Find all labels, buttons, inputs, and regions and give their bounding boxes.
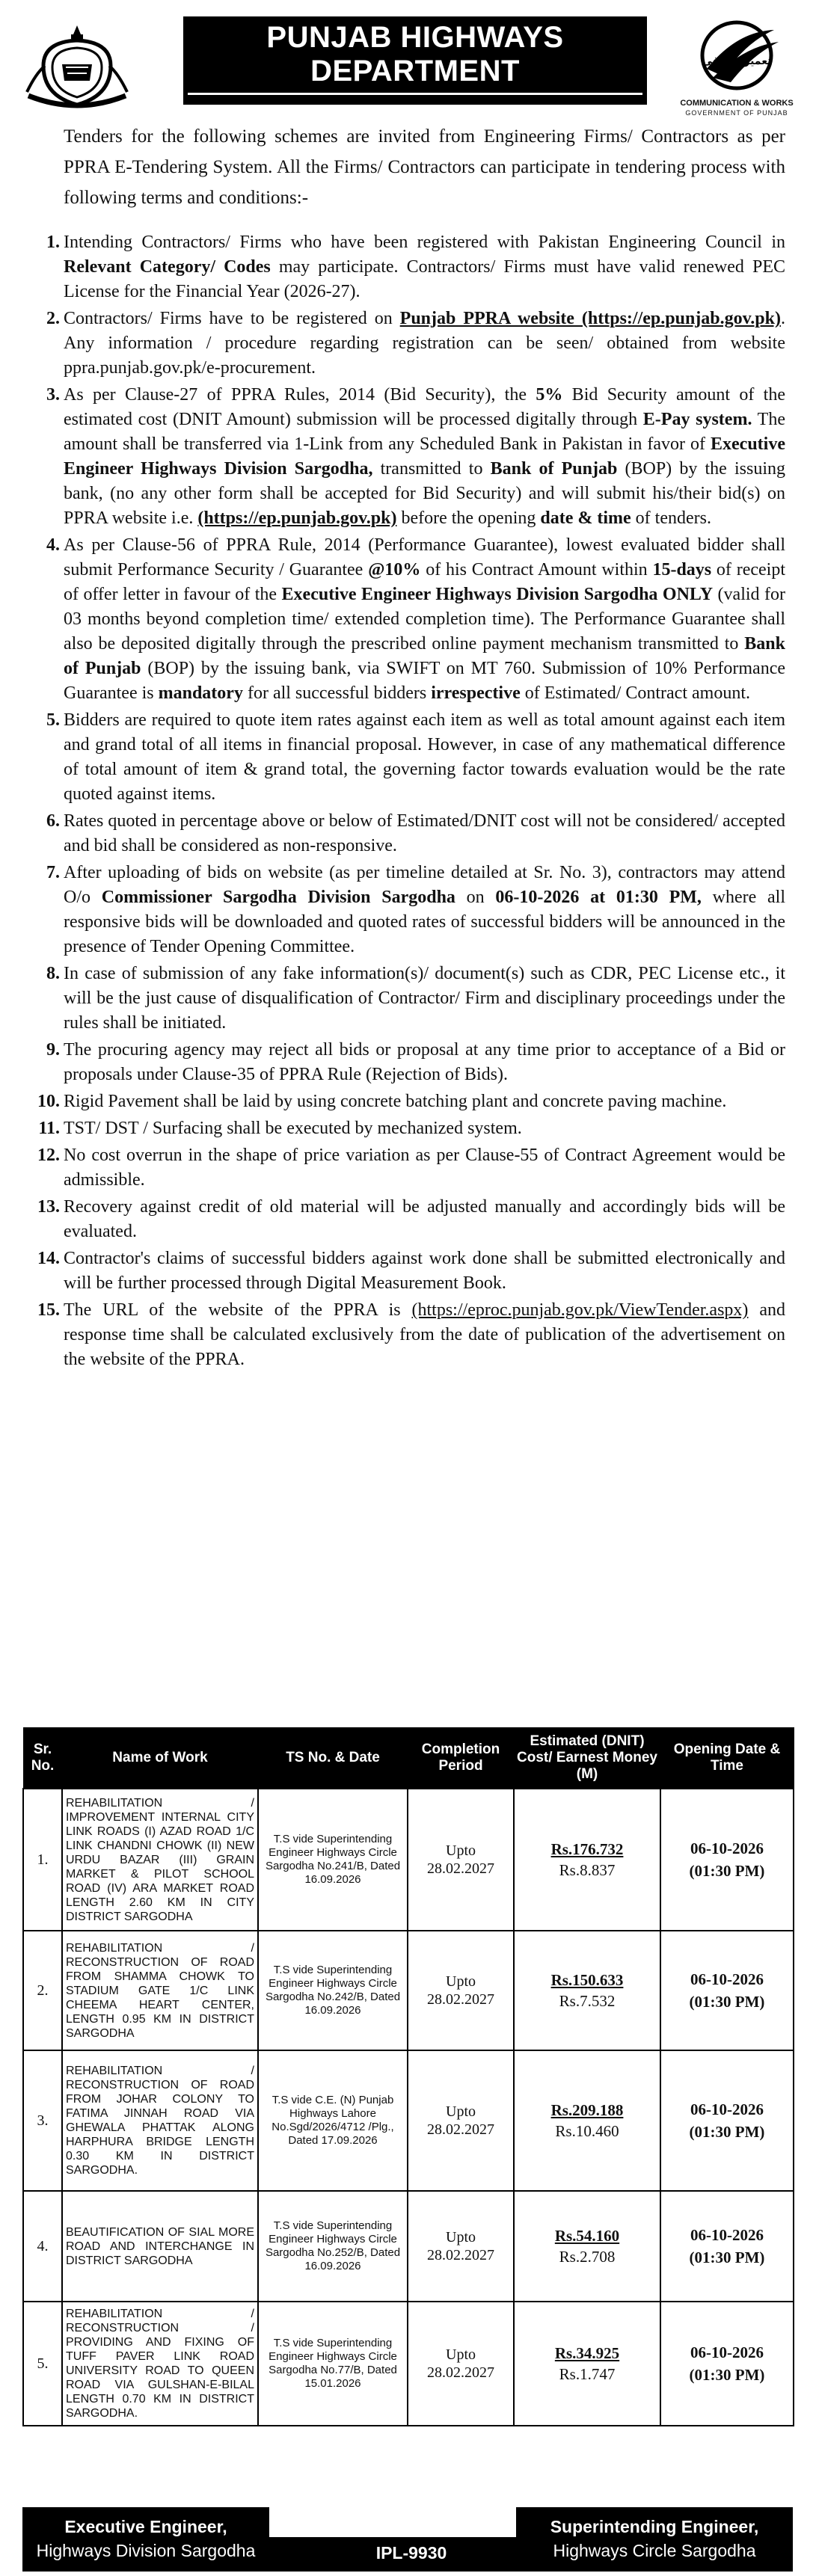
work-cell: REHABILITATION / RECONSTRUCTION / PROVIDING AND FIXING OF TUFF PAVER LINK ROAD UNIVERSITY ROAD TO QUEEN ROAD VIA GULSHAN-E-BILAL LENGTH 0.70 KM IN DISTRICT SARGODHA. [62, 2302, 258, 2426]
earnest-money: Rs.10.460 [555, 2122, 619, 2140]
urdu-logo-text: تعمیر و ترقی [702, 55, 772, 67]
list-item [22, 1116, 785, 1141]
item-text: Bank of Punjab [64, 634, 785, 678]
item-number: 1. [46, 233, 60, 252]
list-item [22, 1089, 785, 1114]
notice-title: E-TENDER NOTICE [274, 99, 556, 132]
opening-date: 06-10-2026 [690, 2343, 764, 2361]
item-number: 5. [46, 710, 60, 730]
period-date: 28.02.2027 [427, 2364, 494, 2381]
item-number: 14. [37, 1249, 60, 1268]
item-number: 3. [46, 385, 60, 405]
list-item [22, 861, 785, 959]
item-text: (https://ep.punjab.gov.pk) [197, 508, 397, 528]
item-text: Rates quoted in percentage above or below of Estimated/DNIT cost will not be considered/ accepted and bid shall be considered as non-responsive. [64, 811, 785, 855]
title-divider [188, 93, 642, 95]
item-text: Contractors/ Firms have to be registered on [64, 309, 400, 328]
column-header: TS No. & Date [258, 1728, 408, 1789]
communication-works-logo [677, 16, 797, 117]
sr-cell: 4. [23, 2191, 62, 2302]
item-number: 12. [37, 1146, 60, 1165]
list-item [22, 962, 785, 1036]
title-banner [183, 16, 647, 132]
item-text: 15-days [652, 560, 712, 580]
column-header: Sr. No. [23, 1728, 62, 1789]
opening-time: (01:30 PM) [689, 1862, 765, 1880]
period-cell [408, 1931, 514, 2050]
item-number: 11. [38, 1119, 60, 1138]
estimated-cost: Rs.176.732 [550, 1840, 624, 1858]
opening-cell [660, 2191, 794, 2302]
department-title: PUNJAB HIGHWAYS DEPARTMENT [266, 21, 564, 87]
item-number: 6. [46, 811, 60, 831]
opening-time: (01:30 PM) [689, 2248, 765, 2266]
item-number: 7. [46, 863, 60, 882]
item-text: E-Pay system. [642, 410, 752, 429]
item-text: of his Contract Amount within [420, 560, 653, 580]
road-swoosh-icon [677, 16, 797, 97]
earnest-money: Rs.1.747 [559, 2365, 616, 2383]
estimated-cost: Rs.34.925 [554, 2344, 620, 2362]
list-item [22, 809, 785, 858]
table-row [23, 2191, 794, 2302]
estimated-cost: Rs.209.188 [550, 2101, 624, 2119]
punjab-government-logo-icon [21, 21, 133, 111]
signatory-title: Executive Engineer, [64, 2517, 227, 2536]
list-item [22, 383, 785, 531]
table-row [23, 1931, 794, 2050]
item-text: Executive Engineer Highways Division Sargodha, [64, 434, 785, 479]
earnest-money: Rs.8.837 [559, 1861, 616, 1879]
item-text: mandatory [158, 683, 243, 703]
signatory-title: Superintending Engineer, [550, 2517, 759, 2536]
item-text: 5% [536, 385, 563, 405]
item-text: before the opening [396, 508, 541, 528]
list-item [22, 1195, 785, 1244]
work-cell: BEAUTIFICATION OF SIAL MORE ROAD AND INTERCHANGE IN DISTRICT SARGODHA [62, 2191, 258, 2302]
item-text: (BOP) by the issuing bank, via SWIFT on MT 760. Submission of 10% Performance Guarantee is [64, 659, 786, 703]
item-text: The URL of the website of the PPRA is [64, 1300, 412, 1320]
list-item [22, 307, 785, 381]
item-text: may participate. Contractors/ Firms must have valid renewed PEC License for the Financial Year (2026-27). [64, 257, 785, 301]
period-label: Upto [446, 1842, 476, 1859]
period-date: 28.02.2027 [427, 1860, 494, 1877]
sr-cell: 2. [23, 1931, 62, 2050]
superintending-engineer-signature [516, 2507, 793, 2572]
ts-cell: T.S vide Superintending Engineer Highways Circle Sargodha No.241/B, Dated 16.09.2026 [258, 1789, 408, 1931]
cost-cell [514, 2302, 660, 2426]
list-item [22, 1143, 785, 1193]
footer-bar [22, 2517, 793, 2572]
earnest-money: Rs.2.708 [559, 2248, 616, 2266]
opening-time: (01:30 PM) [689, 2366, 765, 2384]
period-label: Upto [446, 2346, 476, 2363]
item-text: Bank of Punjab [490, 459, 618, 479]
item-text: As per Clause-27 of PPRA Rules, 2014 (Bid Security), the [64, 385, 536, 405]
period-cell [408, 2050, 514, 2191]
item-text: of Estimated/ Contract amount. [520, 683, 750, 703]
period-cell [408, 1789, 514, 1931]
item-text: The amount shall be transferred via 1-Link from any Scheduled Bank in Pakistan in favor of [64, 410, 785, 454]
item-text: In case of submission of any fake information(s)/ document(s) such as CDR, PEC License etc., it will be the just cause of disqualification of Contractor/ Firm and disciplinary proceedings under the rules shall be initiated. [64, 964, 785, 1033]
item-text: Executive Engineer Highways Division Sargodha ONLY [281, 585, 714, 604]
item-text: Commissioner Sargodha Division Sargodha [101, 888, 455, 907]
signatory-office: Highways Circle Sargodha [553, 2541, 756, 2560]
item-text: Bid Security amount of the estimated cost (DNIT Amount) submission will be processed digitally through [64, 385, 785, 429]
item-number: 10. [37, 1092, 60, 1111]
cost-cell [514, 2050, 660, 2191]
ts-cell: T.S vide Superintending Engineer Highways Circle Sargodha No.242/B, Dated 16.09.2026 [258, 1931, 408, 2050]
period-date: 28.02.2027 [427, 2121, 494, 2138]
table-row [23, 2302, 794, 2426]
opening-time: (01:30 PM) [689, 1993, 765, 2011]
item-text: (BOP) by the issuing bank, (no any other form shall be accepted for Bid Security) and will submit his/their bid(s) on PPRA website i.e. [64, 459, 785, 528]
item-number: 13. [37, 1197, 60, 1217]
item-text: Intending Contractors/ Firms who have been registered with Pakistan Engineering Council in [64, 233, 785, 252]
terms-list [22, 230, 785, 1374]
item-text: (https://eproc.punjab.gov.pk/ViewTender.aspx) [411, 1300, 749, 1320]
item-number: 15. [37, 1300, 60, 1320]
period-cell [408, 2302, 514, 2426]
list-item [22, 230, 785, 304]
opening-cell [660, 2050, 794, 2191]
item-text: of receipt of offer letter in favour of the [64, 560, 785, 604]
sr-cell: 1. [23, 1789, 62, 1931]
earnest-money: Rs.7.532 [559, 1992, 616, 2010]
opening-time: (01:30 PM) [689, 2123, 765, 2141]
ipl-number: IPL-9930 [375, 2543, 447, 2563]
opening-date: 06-10-2026 [690, 1970, 764, 1988]
item-text: @10% [368, 560, 421, 580]
ts-cell: T.S vide C.E. (N) Punjab Highways Lahore No.Sgd/2026/4712 /Plg., Dated 17.09.2026 [258, 2050, 408, 2191]
ts-cell: T.S vide Superintending Engineer Highways Circle Sargodha No.252/B, Dated 16.09.2026 [258, 2191, 408, 2302]
period-label: Upto [446, 2229, 476, 2245]
item-text: 06-10-2026 at 01:30 PM, [495, 888, 702, 907]
opening-date: 06-10-2026 [690, 2226, 764, 2244]
ts-cell: T.S vide Superintending Engineer Highways Circle Sargodha No.77/B, Dated 15.01.2026 [258, 2302, 408, 2426]
item-number: 2. [46, 309, 60, 328]
item-text: Relevant Category/ Codes [64, 257, 271, 277]
work-cell: REHABILITATION / RECONSTRUCTION OF ROAD FROM SHAMMA CHOWK TO STADIUM GATE 1/C LINK CHEEMA HEART CENTER, LENGTH 0.95 KM IN DISTRICT SARGODHA [62, 1931, 258, 2050]
opening-date: 06-10-2026 [690, 2100, 764, 2118]
opening-cell [660, 1931, 794, 2050]
item-number: 8. [46, 964, 60, 983]
sr-cell: 5. [23, 2302, 62, 2426]
item-text: As per Clause-56 of PPRA Rule, 2014 (Performance Guarantee), lowest evaluated bidder shall submit Performance Security / Guarantee [64, 535, 785, 580]
period-cell [408, 2191, 514, 2302]
opening-cell [660, 1789, 794, 1931]
list-item [22, 1298, 785, 1372]
item-text: and response time shall be calculated exclusively from the date of publication of the advertisement on the website of the PPRA. [64, 1300, 785, 1369]
logo-caption: COMMUNICATION & WORKS [680, 99, 794, 108]
item-text: on [455, 888, 496, 907]
header [0, 0, 816, 132]
column-header: Estimated (DNIT) Cost/ Earnest Money (M) [514, 1728, 660, 1789]
period-date: 28.02.2027 [427, 1991, 494, 2008]
work-cell: REHABILITATION / IMPROVEMENT INTERNAL CITY LINK ROADS (I) AZAD ROAD 1/C LINK CHANDNI CHOWK (II) NEW URDU BAZAR (III) GRAIN MARKET & PILOT SCHOOL ROAD (IV) ARA MARKET ROAD LENGTH 2.60 KM IN CITY DISTRICT SARGODHA [62, 1789, 258, 1931]
item-text: irrespective [431, 683, 521, 703]
opening-date: 06-10-2026 [690, 1839, 764, 1857]
item-text: After uploading of bids on website (as per timeline detailed at Sr. No. 3), contractors may attend O/o [64, 863, 785, 907]
cost-cell [514, 1931, 660, 2050]
column-header: Completion Period [408, 1728, 514, 1789]
cost-cell [514, 2191, 660, 2302]
item-text: Bidders are required to quote item rates against each item as well as total amount against each item and grand total of all items in financial proposal. However, in case of any mathematical difference of total amount of item & grand total, the governing factor towards evaluation would be the rate quoted against items. [64, 710, 785, 804]
item-text: transmitted to [372, 459, 491, 479]
cost-cell [514, 1789, 660, 1931]
list-item [22, 1246, 785, 1296]
estimated-cost: Rs.54.160 [554, 2227, 620, 2245]
item-text: Rigid Pavement shall be laid by using concrete batching plant and concrete paving machine. [64, 1092, 727, 1111]
table-header-row [23, 1728, 794, 1789]
item-number: 9. [46, 1040, 60, 1060]
item-number: 4. [46, 535, 60, 555]
table-row [23, 2050, 794, 2191]
period-label: Upto [446, 2103, 476, 2120]
item-text: Recovery against credit of old material will be adjusted manually and accordingly bids will be evaluated. [64, 1197, 785, 1241]
period-date: 28.02.2027 [427, 2247, 494, 2263]
opening-cell [660, 2302, 794, 2426]
intro-paragraph: Tenders for the following schemes are invited from Engineering Firms/ Contractors as per PPRA E-Tendering System. All the Firms/ Contractors can participate in tendering process with following terms and conditions:- [64, 126, 785, 208]
item-text: Contractor's claims of successful bidders against work done shall be submitted electronically and will be further processed through Digital Measurement Book. [64, 1249, 785, 1293]
list-item [22, 533, 785, 706]
item-text: TST/ DST / Surfacing shall be executed by mechanized system. [64, 1119, 522, 1138]
item-text: No cost overrun in the shape of price variation as per Clause-55 of Contract Agreement would be admissible. [64, 1146, 785, 1190]
list-item [22, 708, 785, 807]
estimated-cost: Rs.150.633 [550, 1971, 624, 1989]
item-text: (valid for 03 months beyond completion time/ extended completion time). The Performance Guarantee shall also be deposited digitally through the prescribed online payment mechanism transmitted to [64, 585, 786, 654]
item-text: Punjab PPRA website (https://ep.punjab.gov.pk) [399, 309, 781, 328]
item-text: for all successful bidders [242, 683, 432, 703]
period-label: Upto [446, 1973, 476, 1990]
column-header: Opening Date & Time [660, 1728, 794, 1789]
column-header: Name of Work [62, 1728, 258, 1789]
sr-cell: 3. [23, 2050, 62, 2191]
list-item [22, 1038, 785, 1087]
item-text: date & time [540, 508, 631, 528]
item-text: The procuring agency may reject all bids or proposal at any time prior to acceptance of a Bid or proposals under Clause-35 of PPRA Rule (Rejection of Bids). [64, 1040, 785, 1084]
signatory-office: Highways Division Sargodha [36, 2541, 256, 2560]
tender-table [22, 1727, 794, 2426]
item-text: of tenders. [631, 508, 711, 528]
item-text: where all responsive bids will be downloaded and quoted rates of successful bidders will be announced in the presence of Tender Opening Committee. [64, 888, 786, 956]
table-row [23, 1789, 794, 1931]
executive-engineer-signature [22, 2507, 269, 2572]
item-text: . Any information / procedure regarding registration can be seen/ obtained from website ppra.punjab.gov.pk/e-procurement. [64, 309, 785, 378]
logo-subcaption: GOVERNMENT OF PUNJAB [685, 109, 788, 117]
work-cell: REHABILITATION / RECONSTRUCTION OF ROAD FROM JOHAR COLONY TO FATIMA JINNAH ROAD VIA GHEWALA PHATTAK ALONG HARPHURA BRIDGE LENGTH 0.30 KM IN DISTRICT SARGODHA. [62, 2050, 258, 2191]
